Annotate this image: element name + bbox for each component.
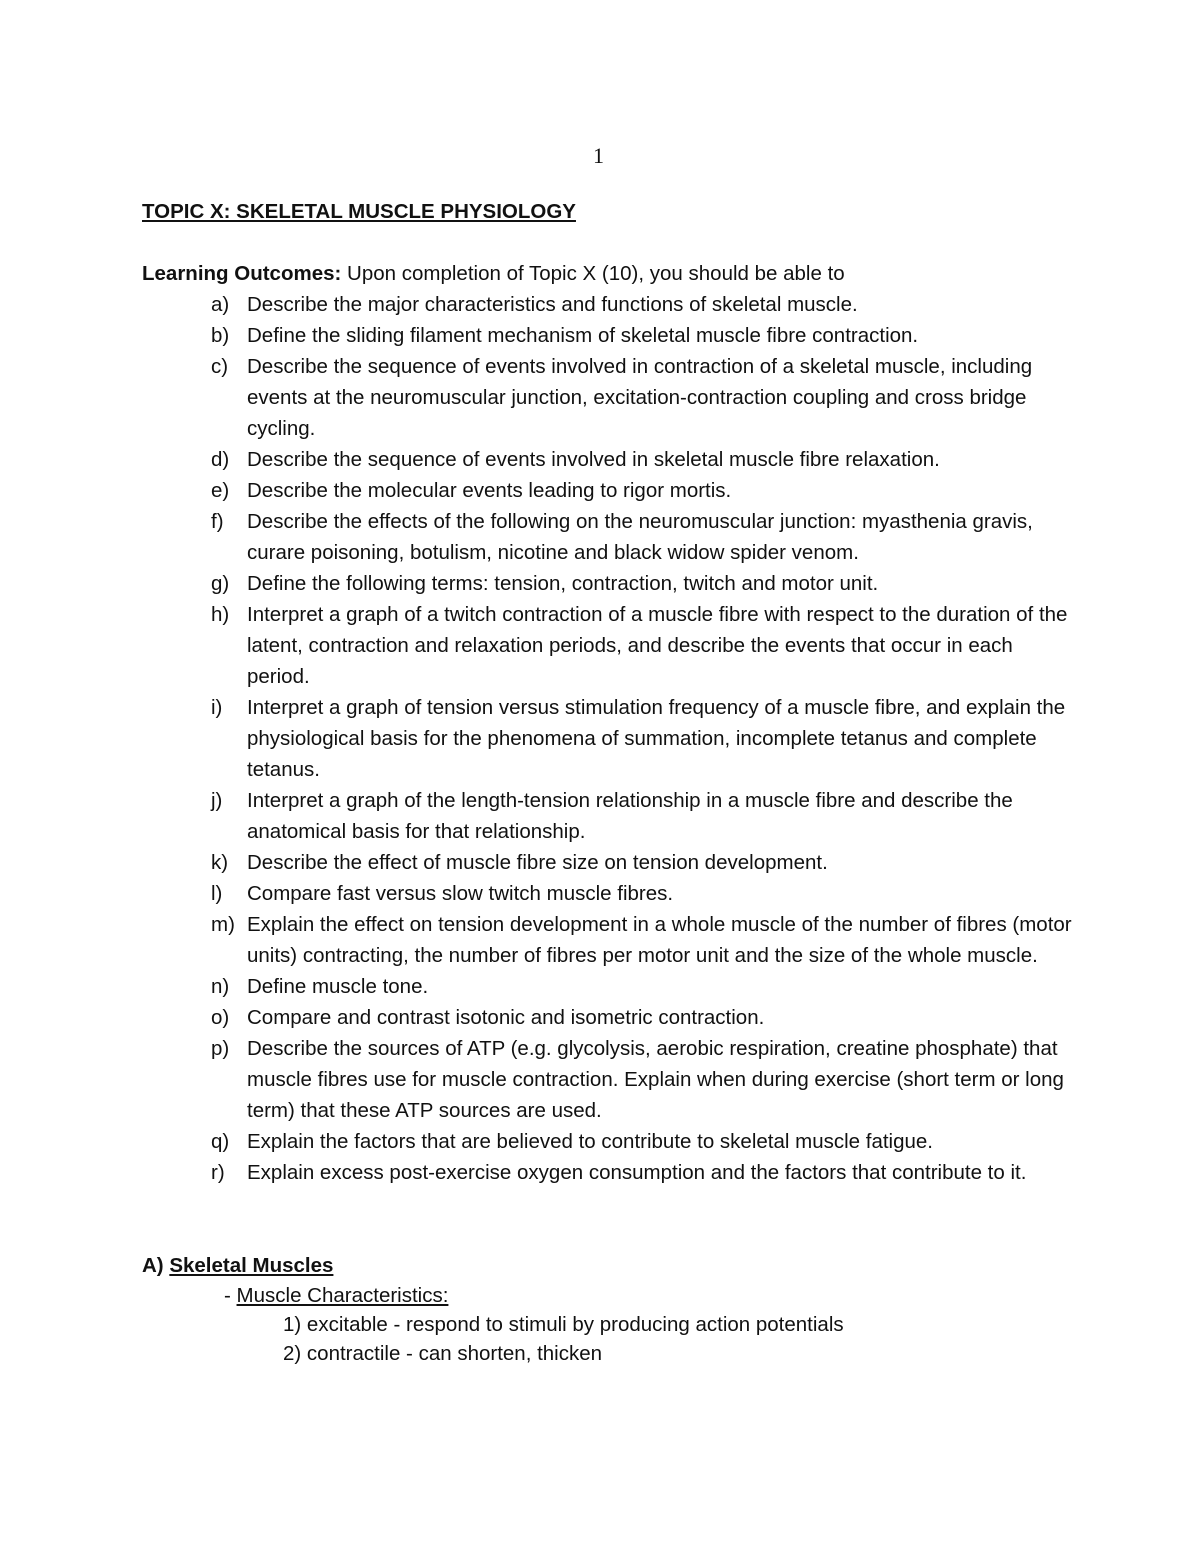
outcome-text: Explain the effect on tension development in a whole muscle of the number of fibres (motor units) contracting, the number of fibres per motor unit and the size of the whole muscle. <box>247 913 1072 967</box>
outcome-text: Define the following terms: tension, contraction, twitch and motor unit. <box>247 572 879 595</box>
muscle-characteristics-heading <box>142 1281 1072 1310</box>
outcome-text: Describe the sources of ATP (e.g. glycolysis, aerobic respiration, creatine phosphate) that muscle fibres use for muscle contraction. Explain when during exercise (short term or long term) that these ATP sources are used. <box>247 1037 1064 1122</box>
outcome-item <box>142 475 1072 506</box>
outcome-marker: n) <box>211 975 230 998</box>
outcome-marker: b) <box>211 324 230 347</box>
outcome-text: Define the sliding filament mechanism of skeletal muscle fibre contraction. <box>247 324 919 347</box>
outcome-text: Describe the sequence of events involved in contraction of a skeletal muscle, including events at the neuromuscular junction, excitation-contraction coupling and cross bridge cycling. <box>247 355 1033 440</box>
outcome-item <box>142 506 1072 568</box>
section-a-title: Skeletal Muscles <box>169 1254 334 1277</box>
outcome-item <box>142 1126 1072 1157</box>
outcome-item <box>142 909 1072 971</box>
outcome-text: Explain excess post-exercise oxygen consumption and the factors that contribute to it. <box>247 1161 1027 1184</box>
outcome-marker: m) <box>211 913 235 936</box>
outcome-item <box>142 971 1072 1002</box>
outcome-marker: c) <box>211 355 229 378</box>
outcome-marker: g) <box>211 572 230 595</box>
learning-outcomes-intro-text: Upon completion of Topic X (10), you should be able to <box>341 262 845 285</box>
outcome-text: Describe the effect of muscle fibre size on tension development. <box>247 851 828 874</box>
learning-outcomes-label: Learning Outcomes: <box>142 262 342 285</box>
section-a-heading <box>142 1250 1072 1281</box>
outcome-marker: i) <box>211 696 223 719</box>
outcome-marker: f) <box>211 510 224 533</box>
outcome-item <box>142 785 1072 847</box>
outcome-item <box>142 878 1072 909</box>
outcome-text: Describe the sequence of events involved in skeletal muscle fibre relaxation. <box>247 448 940 471</box>
outcome-marker: l) <box>211 882 223 905</box>
outcome-text: Describe the effects of the following on the neuromuscular junction: myasthenia gravis, curare poisoning, botulism, nicotine and black widow spider venom. <box>247 510 1033 564</box>
outcome-item <box>142 847 1072 878</box>
section-a-prefix: A) <box>142 1254 170 1277</box>
characteristics-list <box>142 1310 1072 1368</box>
characteristic-item: 2) contractile - can shorten, thicken <box>283 1342 603 1365</box>
outcome-marker: o) <box>211 1006 230 1029</box>
outcome-item <box>142 289 1072 320</box>
subheading-dash: - <box>224 1284 237 1307</box>
outcome-text: Describe the molecular events leading to rigor mortis. <box>247 479 732 502</box>
outcome-marker: h) <box>211 603 230 626</box>
outcome-text: Describe the major characteristics and functions of skeletal muscle. <box>247 293 858 316</box>
outcome-marker: r) <box>211 1161 225 1184</box>
subheading-text: Muscle Characteristics: <box>236 1284 449 1307</box>
topic-title: TOPIC X: SKELETAL MUSCLE PHYSIOLOGY <box>142 200 576 223</box>
outcome-item <box>142 320 1072 351</box>
outcome-text: Interpret a graph of a twitch contraction of a muscle fibre with respect to the duration of the latent, contraction and relaxation periods, and describe the events that occur in each period. <box>247 603 1068 688</box>
outcome-marker: a) <box>211 293 230 316</box>
outcome-item <box>142 568 1072 599</box>
outcome-item <box>142 599 1072 692</box>
outcome-text: Interpret a graph of tension versus stimulation frequency of a muscle fibre, and explain the physiological basis for the phenomena of summation, incomplete tetanus and complete tetanus. <box>247 696 1066 781</box>
outcome-text: Interpret a graph of the length-tension relationship in a muscle fibre and describe the anatomical basis for that relationship. <box>247 789 1013 843</box>
outcome-item <box>142 1157 1072 1188</box>
page-number: 1 <box>593 143 604 168</box>
outcome-text: Compare fast versus slow twitch muscle fibres. <box>247 882 674 905</box>
outcome-item <box>142 444 1072 475</box>
outcome-marker: p) <box>211 1037 230 1060</box>
outcome-item <box>142 1002 1072 1033</box>
outcome-text: Compare and contrast isotonic and isometric contraction. <box>247 1006 765 1029</box>
outcome-marker: d) <box>211 448 230 471</box>
outcome-marker: k) <box>211 851 229 874</box>
learning-outcomes-intro <box>142 258 1072 289</box>
outcome-marker: j) <box>211 789 223 812</box>
outcome-item <box>142 351 1072 444</box>
outcome-text: Define muscle tone. <box>247 975 429 998</box>
outcome-marker: e) <box>211 479 230 502</box>
outcome-item <box>142 692 1072 785</box>
outcome-text: Explain the factors that are believed to contribute to skeletal muscle fatigue. <box>247 1130 933 1153</box>
outcome-marker: q) <box>211 1130 230 1153</box>
characteristic-item: 1) excitable - respond to stimuli by producing action potentials <box>283 1313 844 1336</box>
learning-outcomes-list <box>142 289 1072 1188</box>
document-body <box>142 196 1072 1368</box>
outcome-item <box>142 1033 1072 1126</box>
